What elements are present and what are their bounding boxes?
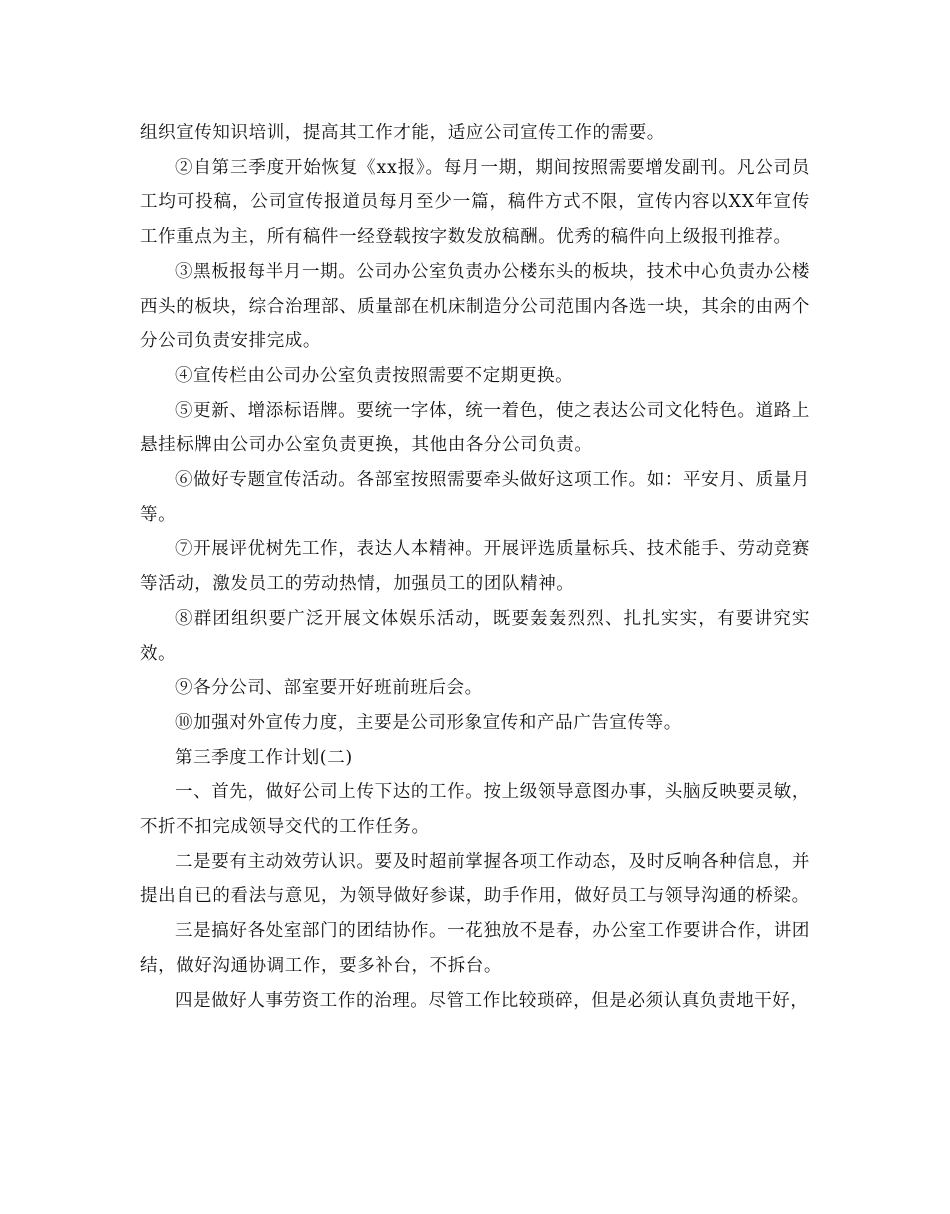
paragraph: ③黑板报每半月一期。公司办公室负责办公楼东头的板块，技术中心负责办公楼西头的板块，综合治理部、质量部在机床制造分公司范围内各选一块，其余的由两个分公司负责安排完成。	[140, 261, 810, 352]
paragraph: ⑥做好专题宣传活动。各部室按照需要牵头做好这项工作。如：平安月、质量月等。	[140, 470, 810, 525]
paragraph: ⑧群团组织要广泛开展文体娱乐活动，既要轰轰烈烈、扎扎实实，有要讲究实效。	[140, 608, 810, 664]
paragraph: 组织宣传知识培训，提高其工作才能，适应公司宣传工作的需要。	[140, 123, 665, 143]
paragraph: 一、首先，做好公司上传下达的工作。按上级领导意图办事，头脑反映要灵敏，不折不扣完成领导交代的工作任务。	[140, 782, 810, 838]
paragraph: 三是搞好各处室部门的团结协作。一花独放不是春，办公室工作要讲合作，讲团结，做好沟通协调工作，要多补台，不拆台。	[140, 921, 810, 976]
section-heading: 第三季度工作计划(二)	[175, 747, 353, 768]
paragraph: 四是做好人事劳资工作的治理。尽管工作比较琐碎，但是必须认真负责地干好，	[175, 990, 809, 1011]
paragraph: ⑩加强对外宣传力度，主要是公司形象宣传和产品广告宣传等。	[175, 712, 682, 733]
document-body	[140, 116, 810, 1018]
paragraph: 二是要有主动效劳认识。要及时超前掌握各项工作动态，及时反响各种信息，并提出自已的看法与意见，为领导做好参谋，助手作用，做好员工与领导沟通的桥梁。	[140, 851, 810, 907]
paragraph: ④宣传栏由公司办公室负责按照需要不定期更换。	[175, 365, 574, 386]
paragraph: ⑤更新、增添标语牌。要统一字体，统一着色，使之表达公司文化特色。道路上悬挂标牌由公司办公室负责更换，其他由各分公司负责。	[140, 400, 810, 456]
paragraph: ⑦开展评优树先工作，表达人本精神。开展评选质量标兵、技术能手、劳动竞赛等活动，激发员工的劳动热情，加强员工的团队精神。	[140, 539, 810, 595]
paragraph: ②自第三季度开始恢复《xx报》。每月一期，期间按照需要增发副刊。凡公司员工均可投稿，公司宣传报道员每月至少一篇，稿件方式不限，宣传内容以XX年宣传工作重点为主，所有稿件一经登载按字数发放稿酬。优秀的稿件向上级报刊推荐。	[140, 157, 810, 248]
paragraph: ⑨各分公司、部室要开好班前班后会。	[175, 678, 483, 699]
